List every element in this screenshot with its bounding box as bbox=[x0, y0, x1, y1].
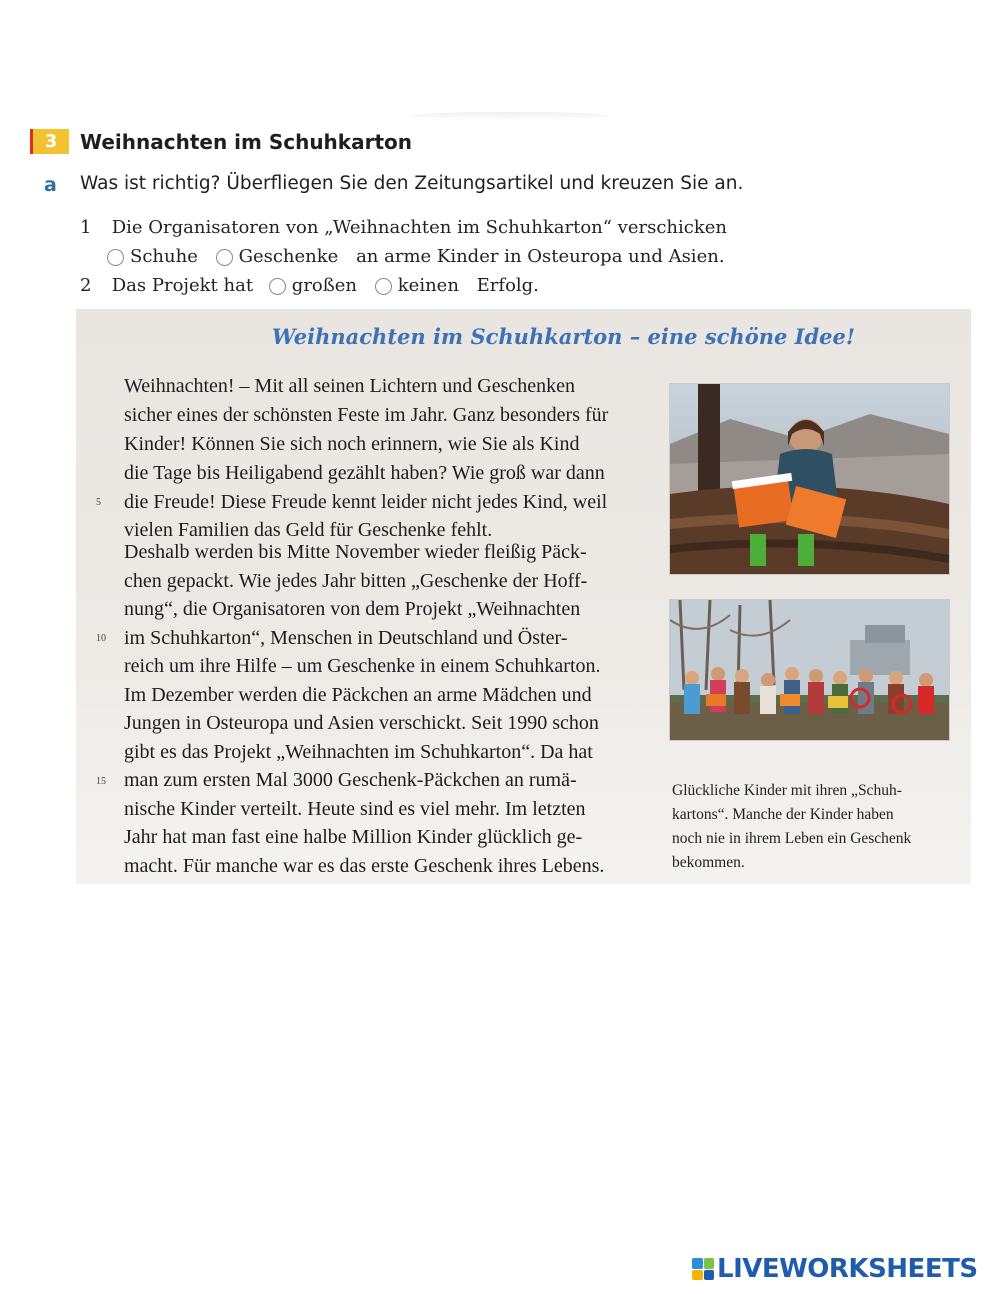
line-number: 5 bbox=[96, 497, 101, 508]
article-line: sicher eines der schönsten Feste im Jahr. Ganz besonders für bbox=[124, 404, 609, 426]
line-number: 15 bbox=[96, 776, 106, 787]
question-text: Die Organisatoren von „Weihnachten im Schuhkarton“ verschicken bbox=[111, 217, 728, 238]
exercise-title: Weihnachten im Schuhkarton bbox=[80, 130, 412, 154]
question-1-line-1 bbox=[80, 216, 727, 240]
liveworksheets-logo-icon bbox=[692, 1258, 714, 1280]
photo-caption-line: Glückliche Kinder mit ihren „Schuh- bbox=[672, 782, 902, 799]
liveworksheets-brand bbox=[692, 1254, 978, 1284]
article-line: nische Kinder verteilt. Heute sind es viel mehr. Im letzten bbox=[124, 798, 586, 820]
question-number: 1 bbox=[80, 217, 92, 238]
question-number: 2 bbox=[80, 275, 92, 296]
radio-option-geschenke[interactable] bbox=[216, 249, 233, 266]
article-line: reich um ihre Hilfe – um Geschenke in einem Schuhkarton. bbox=[124, 655, 601, 677]
task-letter: a bbox=[44, 174, 57, 196]
article-line: die Freude! Diese Freude kennt leider nicht jedes Kind, weil bbox=[124, 491, 608, 513]
option-label: keinen bbox=[397, 275, 459, 296]
article-line: macht. Für manche war es das erste Geschenk ihres Lebens. bbox=[124, 855, 605, 877]
article-line: die Tage bis Heiligabend gezählt haben? Wie groß war dann bbox=[124, 462, 605, 484]
photo-caption-line: bekommen. bbox=[672, 854, 745, 871]
option-label: Schuhe bbox=[130, 246, 198, 267]
question-1-line-2 bbox=[107, 245, 725, 269]
option-label: großen bbox=[291, 275, 358, 296]
photo-caption-line: noch nie in ihrem Leben ein Geschenk bbox=[672, 830, 912, 847]
article-line: vielen Familien das Geld für Geschenke fehlt. bbox=[124, 519, 493, 541]
article-line: Deshalb werden bis Mitte November wieder fleißig Päck- bbox=[124, 541, 587, 563]
question-text: Das Projekt hat bbox=[111, 275, 254, 296]
newspaper-article bbox=[76, 309, 971, 884]
article-line: Jahr hat man fast eine halbe Million Kinder glücklich ge- bbox=[124, 826, 583, 848]
radio-option-schuhe[interactable] bbox=[107, 249, 124, 266]
article-line: Jungen in Osteuropa und Asien verschickt. Seit 1990 schon bbox=[124, 712, 599, 734]
article-line: im Schuhkarton“, Menschen in Deutschland und Öster- bbox=[124, 627, 568, 649]
article-title: Weihnachten im Schuhkarton – eine schöne Idee! bbox=[271, 324, 856, 349]
task-instruction: Was ist richtig? Überfliegen Sie den Zeitungsartikel und kreuzen Sie an. bbox=[80, 173, 744, 194]
article-line: Im Dezember werden die Päckchen an arme Mädchen und bbox=[124, 684, 592, 706]
article-line: Kinder! Können Sie sich noch erinnern, wie Sie als Kind bbox=[124, 433, 580, 455]
radio-option-keinen[interactable] bbox=[375, 278, 392, 295]
question-2-line bbox=[80, 274, 539, 298]
option-label: Geschenke bbox=[238, 246, 339, 267]
photo-girl-with-shoebox bbox=[669, 383, 950, 575]
header-shadow bbox=[410, 112, 610, 120]
article-line: chen gepackt. Wie jedes Jahr bitten „Geschenke der Hoff- bbox=[124, 570, 588, 592]
article-line: Weihnachten! – Mit all seinen Lichtern und Geschenken bbox=[124, 375, 576, 397]
article-line: man zum ersten Mal 3000 Geschenk-Päckchen an rumä- bbox=[124, 769, 577, 791]
line-number: 10 bbox=[96, 633, 106, 644]
photo-children-illustration bbox=[670, 600, 949, 740]
exercise-number-badge: 3 bbox=[30, 129, 69, 154]
photo-girl-illustration bbox=[670, 384, 949, 574]
radio-option-grossen[interactable] bbox=[269, 278, 286, 295]
question-text-end: an arme Kinder in Osteuropa und Asien. bbox=[356, 246, 725, 267]
photo-caption-line: kartons“. Manche der Kinder haben bbox=[672, 806, 894, 823]
article-line: nung“, die Organisatoren von dem Projekt „Weihnachten bbox=[124, 598, 581, 620]
photo-group-of-children bbox=[669, 599, 950, 741]
brand-name: LIVEWORKSHEETS bbox=[717, 1254, 978, 1284]
question-text-end: Erfolg. bbox=[476, 275, 539, 296]
article-line: gibt es das Projekt „Weihnachten im Schuhkarton“. Da hat bbox=[124, 741, 593, 763]
